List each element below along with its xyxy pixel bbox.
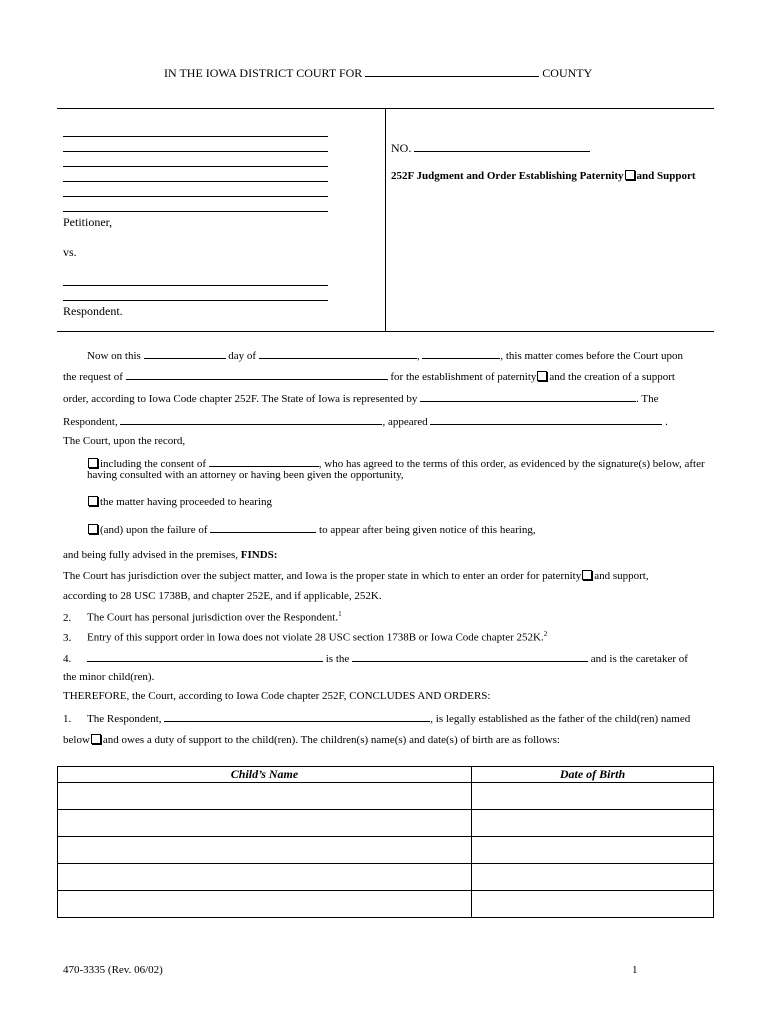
body-line-2: the request of for the establishment of paternity and the creation of a support — [63, 371, 675, 383]
table-row — [58, 810, 714, 837]
table-row — [58, 864, 714, 891]
case-number: NO. — [391, 141, 590, 156]
petitioner-line[interactable] — [63, 166, 328, 167]
father-name-blank[interactable] — [164, 711, 430, 722]
therefore-line: THEREFORE, the Court, according to Iowa Code chapter 252F, CONCLUDES AND ORDERS: — [63, 690, 491, 702]
form-title: 252F Judgment and Order Establishing Paternity and Support — [391, 170, 696, 182]
petitioner-line[interactable] — [63, 211, 328, 212]
date-of-birth-cell[interactable] — [472, 891, 714, 918]
order-1-cont: below and owes a duty of support to the child(ren). The children(s) name(s) and date(s) of birth are as follows: — [63, 734, 560, 746]
child-name-cell[interactable] — [58, 837, 472, 864]
court-header: IN THE IOWA DISTRICT COURT FOR COUNTY — [164, 66, 593, 80]
respondent-name-blank[interactable] — [120, 414, 382, 425]
checkbox-icon[interactable] — [88, 496, 98, 506]
respondent-line[interactable] — [63, 300, 328, 301]
date-of-birth-cell[interactable] — [472, 783, 714, 810]
table-row — [58, 891, 714, 918]
option-hearing: the matter having proceeded to hearing — [87, 496, 272, 508]
failure-blank[interactable] — [210, 522, 316, 533]
appeared-blank[interactable] — [430, 414, 662, 425]
finding-4: 4. is the and is the caretaker of — [63, 653, 688, 665]
year-blank[interactable] — [422, 348, 500, 359]
caretaker-name-blank[interactable] — [87, 651, 323, 662]
child-name-cell[interactable] — [58, 810, 472, 837]
page-number: 1 — [632, 964, 638, 976]
date-of-birth-cell[interactable] — [472, 864, 714, 891]
order-1: 1. The Respondent, , is legally established as the father of the child(ren) named — [63, 713, 691, 725]
body-line-5: The Court, upon the record, — [63, 435, 186, 447]
date-of-birth-cell[interactable] — [472, 810, 714, 837]
caption-bottom-rule — [57, 331, 714, 332]
body-line-3: order, according to Iowa Code chapter 252F. The State of Iowa is represented by . The — [63, 393, 659, 405]
child-name-cell[interactable] — [58, 891, 472, 918]
checkbox-icon[interactable] — [91, 734, 101, 744]
respondent-line[interactable] — [63, 285, 328, 286]
child-name-cell[interactable] — [58, 864, 472, 891]
month-blank[interactable] — [259, 348, 417, 359]
finding-3: 3. Entry of this support order in Iowa does not violate 28 USC section 1738B or Iowa Code chapter 252K.$^2$ — [63, 630, 548, 644]
checkbox-icon[interactable] — [582, 570, 592, 580]
petitioner-line[interactable] — [63, 151, 328, 152]
finding-1: The Court has jurisdiction over the subject matter, and Iowa is the proper state in which to enter an order for paternity and support, — [63, 570, 649, 582]
checkbox-icon[interactable] — [88, 524, 98, 534]
petitioner-line[interactable] — [63, 136, 328, 137]
petitioner-line[interactable] — [63, 196, 328, 197]
case-number-blank[interactable] — [414, 141, 590, 152]
option-failure: (and) upon the failure of to appear after being given notice of this hearing, — [87, 522, 536, 536]
county-blank[interactable] — [365, 66, 539, 77]
day-blank[interactable] — [144, 348, 226, 359]
finds-line: and being fully advised in the premises, FINDS: — [63, 549, 278, 561]
requestor-blank[interactable] — [126, 369, 388, 380]
relationship-blank[interactable] — [352, 651, 588, 662]
vs-label: vs. — [63, 245, 77, 259]
option-consent: including the consent of , who has agreed to the terms of this order, as evidenced by the signature(s) below, after — [87, 456, 705, 470]
child-name-cell[interactable] — [58, 783, 472, 810]
petitioner-label: Petitioner, — [63, 215, 113, 229]
finding-2: 2. The Court has personal jurisdiction over the Respondent.$^1$ — [63, 610, 342, 624]
checkbox-icon[interactable] — [88, 458, 98, 468]
caption-divider — [385, 108, 386, 331]
option-consent-cont: having consulted with an attorney or having been given the opportunity, — [87, 469, 404, 481]
column-header-date-of-birth: Date of Birth — [472, 767, 714, 783]
body-line-1: Now on this day of , , this matter comes before the Court upon — [87, 350, 684, 362]
state-rep-blank[interactable] — [420, 391, 636, 402]
table-row — [58, 783, 714, 810]
finding-4-cont: the minor child(ren). — [63, 671, 155, 683]
column-header-child-name: Child’s Name — [58, 767, 472, 783]
form-number: 470-3335 (Rev. 06/02) — [63, 964, 163, 976]
finding-1-cont: according to 28 USC 1738B, and chapter 252E, and if applicable, 252K. — [63, 590, 382, 602]
body-line-4: Respondent, , appeared . — [63, 416, 668, 428]
table-header-row — [58, 767, 714, 783]
respondent-label: Respondent. — [63, 304, 123, 318]
checkbox-icon[interactable] — [625, 170, 635, 180]
checkbox-icon[interactable] — [537, 371, 547, 381]
consent-blank[interactable] — [209, 456, 319, 467]
table-row — [58, 837, 714, 864]
petitioner-line[interactable] — [63, 181, 328, 182]
date-of-birth-cell[interactable] — [472, 837, 714, 864]
children-table — [57, 766, 714, 918]
